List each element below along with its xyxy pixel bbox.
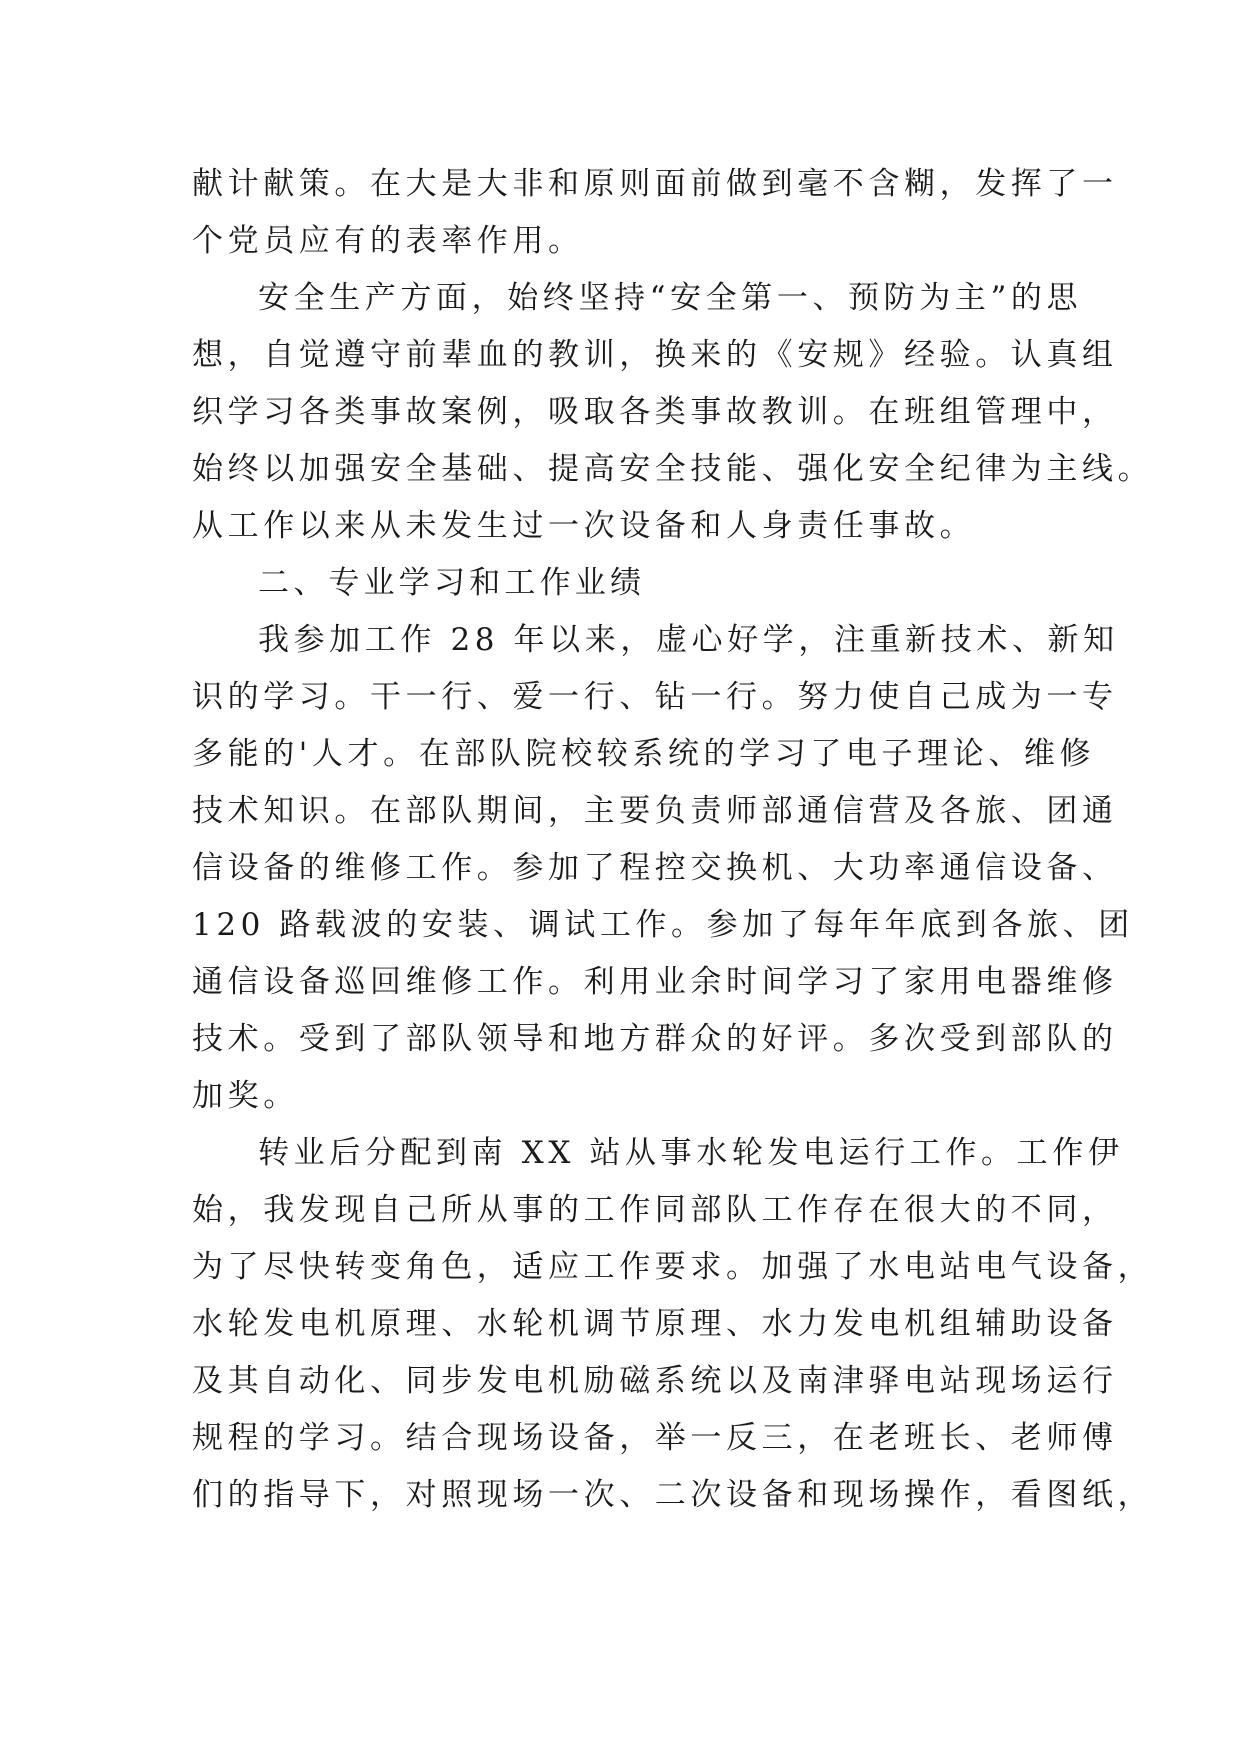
text-line: 技术。受到了部队领导和地方群众的好评。多次受到部队的 — [192, 1021, 1118, 1057]
text-line: 为了尽快转变角色，适应工作要求。加强了水电站电气设备， — [192, 1249, 1154, 1285]
text-line: 从工作以来从未发生过一次设备和人身责任事故。 — [192, 508, 976, 544]
text-line: 加奖。 — [192, 1078, 299, 1114]
text-line: 通信设备巡回维修工作。利用业余时间学习了家用电器维修 — [192, 964, 1118, 1000]
text-line: 织学习各类事故案例，吸取各类事故教训。在班组管理中， — [192, 394, 1118, 430]
text-line: 想，自觉遵守前辈血的教训，换来的《安规》经验。认真组 — [192, 337, 1118, 373]
document-body — [192, 156, 1154, 1524]
text-line: 水轮发电机原理、水轮机调节原理、水力发电机组辅助设备 — [192, 1306, 1118, 1342]
text-line: 识的学习。干一行、爱一行、钻一行。努力使自己成为一专 — [192, 679, 1118, 715]
text-line: 多能的'人才。在部队院校较系统的学习了电子理论、维修 — [192, 736, 1096, 772]
text-line: 信设备的维修工作。参加了程控交换机、大功率通信设备、 — [192, 850, 1118, 886]
paragraph-start-line: 转业后分配到南 XX 站从事水轮发电运行工作。工作伊 — [258, 1135, 1124, 1171]
paragraph-start-line: 安全生产方面，始终坚持“安全第一、预防为主”的思 — [258, 280, 1083, 316]
text-line: 技术知识。在部队期间，主要负责师部通信营及各旅、团通 — [192, 793, 1118, 829]
text-line: 个党员应有的表率作用。 — [192, 223, 584, 259]
text-line: 及其自动化、同步发电机励磁系统以及南津驿电站现场运行 — [192, 1363, 1118, 1399]
text-line: 规程的学习。结合现场设备，举一反三，在老班长、老师傅 — [192, 1420, 1118, 1456]
text-line: 献计献策。在大是大非和原则面前做到毫不含糊，发挥了一 — [192, 166, 1118, 202]
section-heading: 二、专业学习和工作业绩 — [258, 565, 646, 601]
text-line: 120 路载波的安装、调试工作。参加了每年年底到各旅、团 — [192, 907, 1134, 943]
text-line: 始终以加强安全基础、提高安全技能、强化安全纪律为主线。 — [192, 451, 1154, 487]
text-line: 始，我发现自己所从事的工作同部队工作存在很大的不同， — [192, 1192, 1118, 1228]
text-line: 们的指导下，对照现场一次、二次设备和现场操作，看图纸， — [192, 1477, 1154, 1513]
paragraph-start-line: 我参加工作 28 年以来，虚心好学，注重新技术、新知 — [258, 622, 1119, 658]
